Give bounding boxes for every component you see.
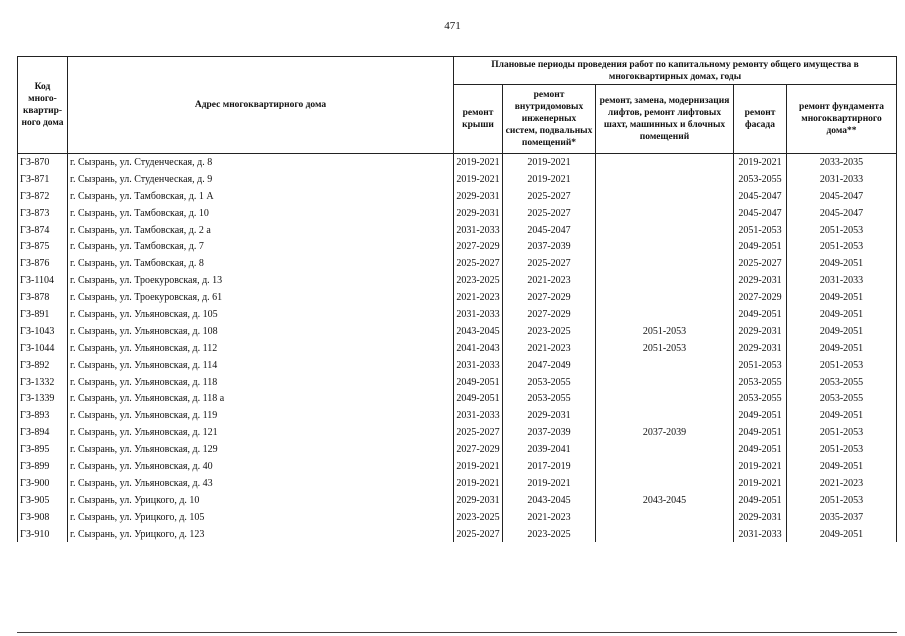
- header-code: Код много-квартир-ного дома: [18, 57, 68, 154]
- cell-address: г. Сызрань, ул. Ульяновская, д. 118: [68, 374, 454, 391]
- cell-roof: 2029-2031: [454, 205, 503, 222]
- cell-address: г. Сызрань, ул. Ульяновская, д. 112: [68, 340, 454, 357]
- header-address: Адрес многоквартирного дома: [68, 57, 454, 154]
- cell-address: г. Сызрань, ул. Ульяновская, д. 108: [68, 323, 454, 340]
- cell-engineering: 2039-2041: [503, 441, 596, 458]
- cell-elevators: [596, 289, 734, 306]
- cell-engineering: 2045-2047: [503, 222, 596, 239]
- table-row: [18, 289, 897, 306]
- cell-foundation: 2031-2033: [787, 171, 897, 188]
- cell-roof: 2049-2051: [454, 374, 503, 391]
- table-body: [18, 154, 897, 543]
- cell-code: ГЗ-1043: [18, 323, 68, 340]
- cell-roof: 2023-2025: [454, 272, 503, 289]
- cell-foundation: 2049-2051: [787, 526, 897, 543]
- cell-foundation: 2031-2033: [787, 272, 897, 289]
- cell-code: ГЗ-892: [18, 357, 68, 374]
- cell-roof: 2023-2025: [454, 509, 503, 526]
- cell-facade: 2051-2053: [734, 357, 787, 374]
- cell-elevators: [596, 272, 734, 289]
- cell-facade: 2049-2051: [734, 492, 787, 509]
- cell-foundation: 2049-2051: [787, 289, 897, 306]
- cell-elevators: [596, 306, 734, 323]
- cell-engineering: 2021-2023: [503, 340, 596, 357]
- cell-facade: 2029-2031: [734, 272, 787, 289]
- cell-foundation: 2049-2051: [787, 458, 897, 475]
- cell-roof: 2019-2021: [454, 475, 503, 492]
- cell-elevators: [596, 458, 734, 475]
- cell-address: г. Сызрань, ул. Ульяновская, д. 119: [68, 407, 454, 424]
- cell-foundation: 2051-2053: [787, 238, 897, 255]
- cell-roof: 2031-2033: [454, 306, 503, 323]
- cell-address: г. Сызрань, ул. Ульяновская, д. 105: [68, 306, 454, 323]
- cell-roof: 2029-2031: [454, 188, 503, 205]
- cell-code: ГЗ-893: [18, 407, 68, 424]
- cell-facade: 2027-2029: [734, 289, 787, 306]
- cell-elevators: [596, 171, 734, 188]
- cell-foundation: 2053-2055: [787, 374, 897, 391]
- cell-elevators: [596, 357, 734, 374]
- table-row: [18, 407, 897, 424]
- header-foundation: ремонт фундамента многоквартирного дома**: [787, 85, 897, 154]
- cell-engineering: 2019-2021: [503, 154, 596, 171]
- cell-code: ГЗ-870: [18, 154, 68, 171]
- cell-code: ГЗ-872: [18, 188, 68, 205]
- cell-roof: 2049-2051: [454, 390, 503, 407]
- cell-facade: 2049-2051: [734, 306, 787, 323]
- cell-code: ГЗ-875: [18, 238, 68, 255]
- cell-facade: 2053-2055: [734, 374, 787, 391]
- cell-elevators: [596, 154, 734, 171]
- cell-roof: 2021-2023: [454, 289, 503, 306]
- cell-elevators: [596, 441, 734, 458]
- cell-engineering: 2027-2029: [503, 289, 596, 306]
- table-row: [18, 323, 897, 340]
- cell-facade: 2053-2055: [734, 171, 787, 188]
- cell-elevators: [596, 526, 734, 543]
- cell-elevators: 2037-2039: [596, 424, 734, 441]
- cell-code: ГЗ-1044: [18, 340, 68, 357]
- cell-foundation: 2051-2053: [787, 222, 897, 239]
- cell-elevators: [596, 390, 734, 407]
- cell-foundation: 2049-2051: [787, 306, 897, 323]
- cell-elevators: [596, 222, 734, 239]
- cell-foundation: 2049-2051: [787, 255, 897, 272]
- cell-elevators: [596, 205, 734, 222]
- cell-facade: 2051-2053: [734, 222, 787, 239]
- cell-code: ГЗ-871: [18, 171, 68, 188]
- cell-code: ГЗ-1332: [18, 374, 68, 391]
- cell-facade: 2045-2047: [734, 188, 787, 205]
- cell-facade: 2019-2021: [734, 154, 787, 171]
- cell-code: ГЗ-1339: [18, 390, 68, 407]
- cell-facade: 2053-2055: [734, 390, 787, 407]
- cell-roof: 2031-2033: [454, 357, 503, 374]
- cell-engineering: 2025-2027: [503, 205, 596, 222]
- cell-elevators: [596, 255, 734, 272]
- cell-foundation: 2049-2051: [787, 407, 897, 424]
- cell-facade: 2029-2031: [734, 509, 787, 526]
- cell-address: г. Сызрань, ул. Тамбовская, д. 2 а: [68, 222, 454, 239]
- table-row: [18, 509, 897, 526]
- cell-elevators: [596, 188, 734, 205]
- bottom-rule: [17, 632, 897, 633]
- cell-engineering: 2023-2025: [503, 323, 596, 340]
- cell-code: ГЗ-1104: [18, 272, 68, 289]
- cell-address: г. Сызрань, ул. Ульяновская, д. 114: [68, 357, 454, 374]
- cell-address: г. Сызрань, ул. Ульяновская, д. 129: [68, 441, 454, 458]
- table-row: [18, 390, 897, 407]
- cell-address: г. Сызрань, ул. Ульяновская, д. 118 а: [68, 390, 454, 407]
- cell-code: ГЗ-908: [18, 509, 68, 526]
- cell-roof: 2019-2021: [454, 458, 503, 475]
- cell-foundation: 2051-2053: [787, 492, 897, 509]
- table-row: [18, 475, 897, 492]
- cell-engineering: 2019-2021: [503, 475, 596, 492]
- cell-roof: 2031-2033: [454, 407, 503, 424]
- cell-roof: 2019-2021: [454, 171, 503, 188]
- cell-foundation: 2053-2055: [787, 390, 897, 407]
- cell-elevators: 2051-2053: [596, 340, 734, 357]
- cell-address: г. Сызрань, ул. Тамбовская, д. 8: [68, 255, 454, 272]
- cell-address: г. Сызрань, ул. Троекуровская, д. 13: [68, 272, 454, 289]
- header-facade: ремонт фасада: [734, 85, 787, 154]
- cell-facade: 2029-2031: [734, 340, 787, 357]
- table-row: [18, 154, 897, 171]
- cell-roof: 2025-2027: [454, 526, 503, 543]
- cell-engineering: 2037-2039: [503, 424, 596, 441]
- cell-address: г. Сызрань, ул. Урицкого, д. 10: [68, 492, 454, 509]
- cell-foundation: 2051-2053: [787, 424, 897, 441]
- cell-elevators: [596, 475, 734, 492]
- cell-address: г. Сызрань, ул. Ульяновская, д. 121: [68, 424, 454, 441]
- cell-elevators: 2043-2045: [596, 492, 734, 509]
- cell-code: ГЗ-910: [18, 526, 68, 543]
- cell-facade: 2045-2047: [734, 205, 787, 222]
- cell-code: ГЗ-878: [18, 289, 68, 306]
- cell-foundation: 2049-2051: [787, 323, 897, 340]
- page-number: 471: [444, 20, 461, 32]
- capital-repair-table: [17, 56, 897, 542]
- cell-roof: 2019-2021: [454, 154, 503, 171]
- cell-facade: 2049-2051: [734, 407, 787, 424]
- header-roof: ремонт крыши: [454, 85, 503, 154]
- cell-roof: 2031-2033: [454, 222, 503, 239]
- table-row: [18, 441, 897, 458]
- cell-roof: 2041-2043: [454, 340, 503, 357]
- cell-elevators: [596, 407, 734, 424]
- table-row: [18, 526, 897, 543]
- cell-address: г. Сызрань, ул. Ульяновская, д. 43: [68, 475, 454, 492]
- cell-code: ГЗ-894: [18, 424, 68, 441]
- table-row: [18, 222, 897, 239]
- cell-engineering: 2029-2031: [503, 407, 596, 424]
- cell-code: ГЗ-899: [18, 458, 68, 475]
- table-header: [18, 57, 897, 154]
- cell-engineering: 2053-2055: [503, 374, 596, 391]
- cell-address: г. Сызрань, ул. Тамбовская, д. 10: [68, 205, 454, 222]
- cell-facade: 2019-2021: [734, 475, 787, 492]
- cell-code: ГЗ-905: [18, 492, 68, 509]
- cell-engineering: 2047-2049: [503, 357, 596, 374]
- cell-roof: 2025-2027: [454, 424, 503, 441]
- table-row: [18, 205, 897, 222]
- cell-foundation: 2045-2047: [787, 188, 897, 205]
- cell-address: г. Сызрань, ул. Урицкого, д. 123: [68, 526, 454, 543]
- cell-facade: 2049-2051: [734, 238, 787, 255]
- cell-elevators: [596, 509, 734, 526]
- table-row: [18, 238, 897, 255]
- cell-facade: 2031-2033: [734, 526, 787, 543]
- table-row: [18, 188, 897, 205]
- cell-address: г. Сызрань, ул. Тамбовская, д. 7: [68, 238, 454, 255]
- cell-foundation: 2035-2037: [787, 509, 897, 526]
- cell-address: г. Сызрань, ул. Троекуровская, д. 61: [68, 289, 454, 306]
- cell-roof: 2043-2045: [454, 323, 503, 340]
- cell-facade: 2019-2021: [734, 458, 787, 475]
- table-row: [18, 272, 897, 289]
- cell-elevators: [596, 374, 734, 391]
- cell-code: ГЗ-895: [18, 441, 68, 458]
- cell-facade: 2049-2051: [734, 424, 787, 441]
- table-row: [18, 374, 897, 391]
- cell-engineering: 2025-2027: [503, 255, 596, 272]
- cell-foundation: 2049-2051: [787, 340, 897, 357]
- cell-elevators: [596, 238, 734, 255]
- cell-address: г. Сызрань, ул. Студенческая, д. 8: [68, 154, 454, 171]
- cell-facade: 2049-2051: [734, 441, 787, 458]
- cell-address: г. Сызрань, ул. Студенческая, д. 9: [68, 171, 454, 188]
- cell-code: ГЗ-873: [18, 205, 68, 222]
- cell-code: ГЗ-891: [18, 306, 68, 323]
- cell-roof: 2025-2027: [454, 255, 503, 272]
- cell-code: ГЗ-900: [18, 475, 68, 492]
- cell-roof: 2027-2029: [454, 238, 503, 255]
- cell-engineering: 2021-2023: [503, 272, 596, 289]
- cell-engineering: 2025-2027: [503, 188, 596, 205]
- cell-engineering: 2019-2021: [503, 171, 596, 188]
- table-row: [18, 492, 897, 509]
- table-row: [18, 458, 897, 475]
- cell-foundation: 2051-2053: [787, 357, 897, 374]
- cell-foundation: 2051-2053: [787, 441, 897, 458]
- cell-elevators: 2051-2053: [596, 323, 734, 340]
- cell-engineering: 2017-2019: [503, 458, 596, 475]
- cell-facade: 2029-2031: [734, 323, 787, 340]
- cell-code: ГЗ-874: [18, 222, 68, 239]
- cell-roof: 2027-2029: [454, 441, 503, 458]
- table-row: [18, 424, 897, 441]
- cell-facade: 2025-2027: [734, 255, 787, 272]
- cell-engineering: 2023-2025: [503, 526, 596, 543]
- header-periods-group: Плановые периоды проведения работ по капитальному ремонту общего имущества в многоквартирных домах, годы: [454, 57, 897, 85]
- cell-engineering: 2043-2045: [503, 492, 596, 509]
- cell-engineering: 2053-2055: [503, 390, 596, 407]
- table-row: [18, 171, 897, 188]
- cell-address: г. Сызрань, ул. Урицкого, д. 105: [68, 509, 454, 526]
- cell-roof: 2029-2031: [454, 492, 503, 509]
- cell-engineering: 2027-2029: [503, 306, 596, 323]
- table-row: [18, 306, 897, 323]
- cell-address: г. Сызрань, ул. Ульяновская, д. 40: [68, 458, 454, 475]
- cell-foundation: 2045-2047: [787, 205, 897, 222]
- cell-code: ГЗ-876: [18, 255, 68, 272]
- cell-address: г. Сызрань, ул. Тамбовская, д. 1 А: [68, 188, 454, 205]
- cell-foundation: 2021-2023: [787, 475, 897, 492]
- header-elevators: ремонт, замена, модернизация лифтов, ремонт лифтовых шахт, машинных и блочных помещений: [596, 85, 734, 154]
- cell-foundation: 2033-2035: [787, 154, 897, 171]
- table-row: [18, 357, 897, 374]
- cell-engineering: 2037-2039: [503, 238, 596, 255]
- table-row: [18, 255, 897, 272]
- header-engineering: ремонт внутридомовых инженерных систем, подвальных помещений*: [503, 85, 596, 154]
- table-row: [18, 340, 897, 357]
- cell-engineering: 2021-2023: [503, 509, 596, 526]
